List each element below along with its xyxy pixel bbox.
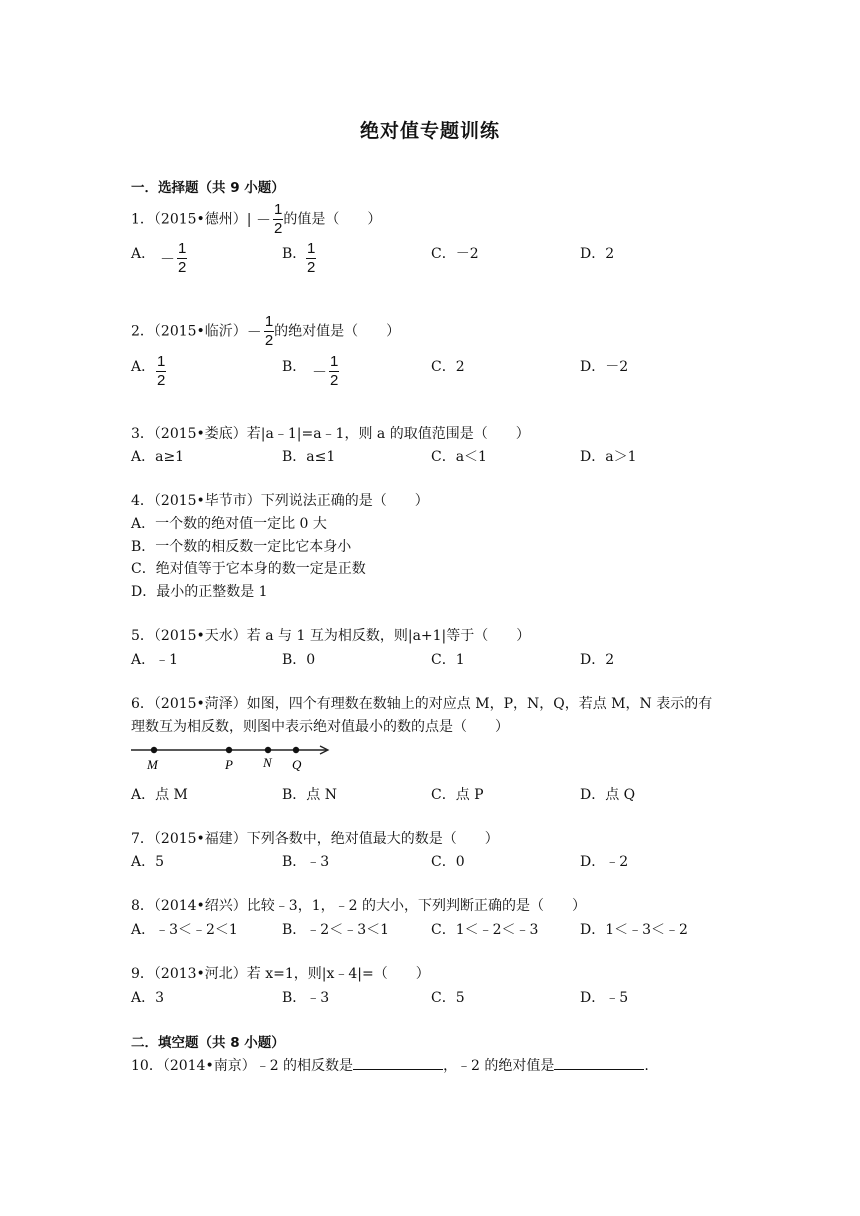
- q3-option-c[interactable]: C．a＜1: [431, 449, 487, 465]
- q1-option-b-value: $\frac{1}{2}$: [307, 240, 316, 276]
- q7-option-d[interactable]: D．﹣2: [580, 854, 629, 870]
- q8-option-d[interactable]: D．1＜﹣3＜﹣2: [580, 922, 688, 938]
- q9-option-c[interactable]: C．5: [431, 990, 465, 1006]
- q6-option-d[interactable]: D．点 Q: [580, 787, 636, 803]
- q4-option-a[interactable]: A．一个数的绝对值一定比 0 大: [131, 516, 327, 532]
- label-p: P: [225, 757, 233, 772]
- answer-blank-1[interactable]: [353, 1057, 443, 1070]
- q7-option-c[interactable]: C．0: [431, 854, 465, 870]
- minus-sign: －: [255, 212, 271, 229]
- question-10: 10．（2014•南京）﹣2 的相反数是 ，﹣2 的绝对值是 .: [131, 1058, 649, 1074]
- q7-option-b[interactable]: B．﹣3: [282, 854, 330, 870]
- q6-option-a[interactable]: A．点 M: [131, 787, 188, 803]
- question-8: 8．（2014•绍兴）比较﹣3，1，﹣2 的大小，下列判断正确的是（ ）: [131, 898, 586, 914]
- q3-option-d[interactable]: D．a＞1: [580, 449, 637, 465]
- question-2: 2．（2015•临沂）－ $\frac{1}{2}$ 的绝对值是（ ）: [131, 313, 401, 349]
- number-line-figure: [131, 742, 331, 774]
- q1-option-a[interactable]: A．: [131, 246, 156, 262]
- label-n: N: [263, 755, 272, 770]
- question-3: 3．（2015•娄底）若|a﹣1|=a﹣1，则 a 的取值范围是（ ）: [131, 426, 530, 442]
- q4-option-c[interactable]: C．绝对值等于它本身的数一定是正数: [131, 561, 366, 577]
- question-6-line-1: 6．（2015•菏泽）如图，四个有理数在数轴上的对应点 M，P，N，Q，若点 M，N 表示的有: [131, 696, 713, 712]
- q4-option-d[interactable]: D．最小的正整数是 1: [131, 584, 268, 600]
- point-n: [265, 747, 271, 753]
- q3-option-a[interactable]: A．a≥1: [131, 449, 185, 465]
- point-m: [151, 747, 157, 753]
- point-p: [226, 747, 232, 753]
- q8-option-c[interactable]: C．1＜﹣2＜﹣3: [431, 922, 539, 938]
- page-title: 绝对值专题训练: [359, 120, 500, 142]
- q7-option-a[interactable]: A．5: [131, 854, 165, 870]
- question-6-line-2: 理数互为相反数，则图中表示绝对值最小的数的点是（ ）: [131, 719, 509, 735]
- q2-option-d[interactable]: D．－2: [580, 359, 629, 375]
- label-m: M: [147, 757, 158, 772]
- q6-option-c[interactable]: C．点 P: [431, 787, 484, 803]
- section-heading-choice: 一．选择题（共 9 小题）: [131, 180, 285, 196]
- question-9: 9．（2013•河北）若 x=1，则|x﹣4|=（ ）: [131, 966, 430, 982]
- q8-option-b[interactable]: B．﹣2＜﹣3＜1: [282, 922, 390, 938]
- question-1-stem-post: 的值是（ ）: [283, 211, 382, 228]
- q9-option-d[interactable]: D．﹣5: [580, 990, 629, 1006]
- question-5: 5．（2015•天水）若 a 与 1 互为相反数，则|a+1|等于（ ）: [131, 628, 531, 644]
- q1-option-c[interactable]: C．－2: [431, 246, 479, 262]
- q2-option-b-value: － $\frac{1}{2}$: [312, 353, 339, 389]
- q5-option-c[interactable]: C．1: [431, 652, 465, 668]
- q2-option-c[interactable]: C．2: [431, 359, 465, 375]
- q1-option-d[interactable]: D．2: [580, 246, 615, 262]
- q2-option-a[interactable]: A．: [131, 359, 156, 375]
- answer-blank-2[interactable]: [554, 1057, 644, 1070]
- q5-option-a[interactable]: A．﹣1: [131, 652, 179, 668]
- q6-option-b[interactable]: B．点 N: [282, 787, 337, 803]
- q2-option-a-value: $\frac{1}{2}$: [157, 353, 166, 389]
- q1-option-b[interactable]: B．: [282, 246, 307, 262]
- q2-option-b[interactable]: B．: [282, 359, 307, 375]
- q4-option-b[interactable]: B．一个数的相反数一定比它本身小: [131, 539, 352, 555]
- question-1: [131, 202, 381, 237]
- fraction-half: $\frac{1}{2}$: [273, 201, 283, 237]
- q1-option-a-value: － $\frac{1}{2}$: [160, 240, 187, 276]
- point-q: [293, 747, 299, 753]
- question-4: 4．（2015•毕节市）下列说法正确的是（ ）: [131, 493, 429, 509]
- q5-option-d[interactable]: D．2: [580, 652, 615, 668]
- question-1-stem-pre: 1．（2015•德州）|: [131, 211, 256, 228]
- q8-option-a[interactable]: A．﹣3＜﹣2＜1: [131, 922, 238, 938]
- q3-option-b[interactable]: B．a≤1: [282, 449, 336, 465]
- q5-option-b[interactable]: B．0: [282, 652, 316, 668]
- question-7: 7．（2015•福建）下列各数中，绝对值最大的数是（ ）: [131, 831, 499, 847]
- section-heading-fill: 二．填空题（共 8 小题）: [131, 1035, 285, 1051]
- q9-option-a[interactable]: A．3: [131, 990, 165, 1006]
- label-q: Q: [292, 757, 302, 772]
- q9-option-b[interactable]: B．﹣3: [282, 990, 330, 1006]
